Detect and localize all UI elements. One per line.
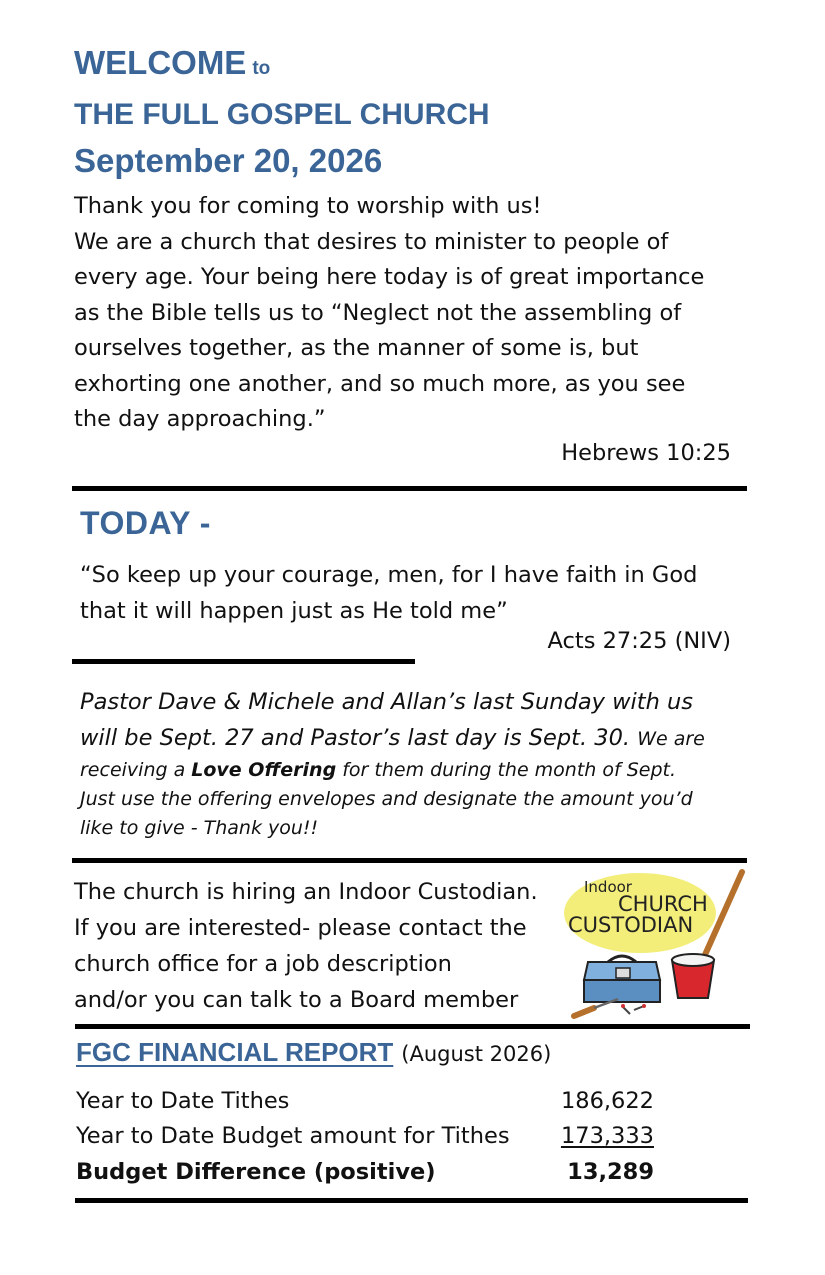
clipart-label-small: Indoor <box>584 878 632 896</box>
love-offering-text: Love Offering <box>191 759 337 781</box>
toolbox-latch <box>616 968 630 978</box>
divider <box>72 486 747 491</box>
financial-row-label: Year to Date Tithes <box>76 1088 290 1114</box>
clipart-label-custodian: CUSTODIAN <box>568 913 694 937</box>
toolbox-icon <box>584 980 660 1002</box>
today-reference: Acts 27:25 (NIV) <box>547 628 731 654</box>
nail-head <box>621 1004 625 1008</box>
intro-line: the day approaching.” <box>74 406 326 432</box>
financial-row-value: 173,333 <box>560 1123 654 1149</box>
custodian-line: The church is hiring an Indoor Custodian. <box>74 879 538 905</box>
intro-line: ourselves together, as the manner of some is, but <box>74 335 639 361</box>
intro-line: as the Bible tells us to “Neglect not the assembling of <box>74 299 682 326</box>
divider <box>75 1024 750 1029</box>
nail-head <box>642 1004 646 1008</box>
welcome-line <box>74 40 490 92</box>
today-quote <box>80 557 697 629</box>
today-heading: TODAY - <box>80 505 211 541</box>
financial-report-header <box>76 1037 551 1068</box>
clipart-label-church: CHURCH <box>618 892 708 916</box>
financial-row-label: Budget Difference (positive) <box>76 1159 436 1185</box>
announcement-line <box>80 756 705 785</box>
divider <box>75 1198 748 1203</box>
bulletin-header <box>74 40 490 184</box>
short-divider <box>72 659 415 664</box>
financial-row-value: 13,289 <box>567 1159 654 1185</box>
custodian-notice <box>74 874 538 1018</box>
announcement-line: like to give - Thank you!! <box>80 817 319 839</box>
intro-line: Thank you for coming to worship with us! <box>74 193 542 219</box>
church-name: THE FULL GOSPEL CHURCH <box>74 98 490 131</box>
financial-row-value: 186,622 <box>560 1088 654 1114</box>
financial-report-period: (August 2026) <box>401 1042 552 1066</box>
custodian-clipart <box>560 868 750 1020</box>
financial-row-label: Year to Date Budget amount for Tithes <box>76 1123 510 1149</box>
intro-line: We are a church that desires to minister to people of <box>74 228 669 255</box>
quote-line: that it will happen just as He told me” <box>80 598 508 624</box>
service-date: September 20, 2026 <box>74 142 383 179</box>
scripture-reference: Hebrews 10:25 <box>561 440 731 466</box>
custodian-line: church office for a job description <box>74 951 452 977</box>
welcome-to: to <box>252 58 271 79</box>
intro-line: every age. Your being here today is of great importance <box>74 264 705 290</box>
announcement-date-text: will be Sept. 27 and Pastor’s last day is Sept. 30. <box>80 725 631 751</box>
pastor-announcement <box>80 684 705 843</box>
welcome-text: WELCOME <box>74 44 247 81</box>
announcement-line: Pastor Dave & Michele and Allan’s last Sunday with us <box>80 689 693 715</box>
welcome-paragraph <box>74 189 739 438</box>
announcement-text: for them during the month of Sept. <box>336 759 677 781</box>
financial-report-title: FGC FINANCIAL REPORT <box>76 1037 394 1067</box>
announcement-line: Just use the offering envelopes and designate the amount you’d <box>80 788 693 810</box>
custodian-line: If you are interested- please contact the <box>74 915 527 941</box>
bucket-foam <box>672 954 714 966</box>
intro-line: exhorting one another, and so much more, as you see <box>74 370 686 397</box>
announcement-line <box>80 720 705 756</box>
screwdriver-icon <box>574 1008 594 1016</box>
quote-line: “So keep up your courage, men, for I have faith in God <box>80 562 698 588</box>
announcement-text: receiving a <box>80 759 192 781</box>
announcement-small-text: We are <box>637 728 705 750</box>
custodian-line: and/or you can talk to a Board member <box>74 987 519 1013</box>
divider <box>72 858 747 863</box>
